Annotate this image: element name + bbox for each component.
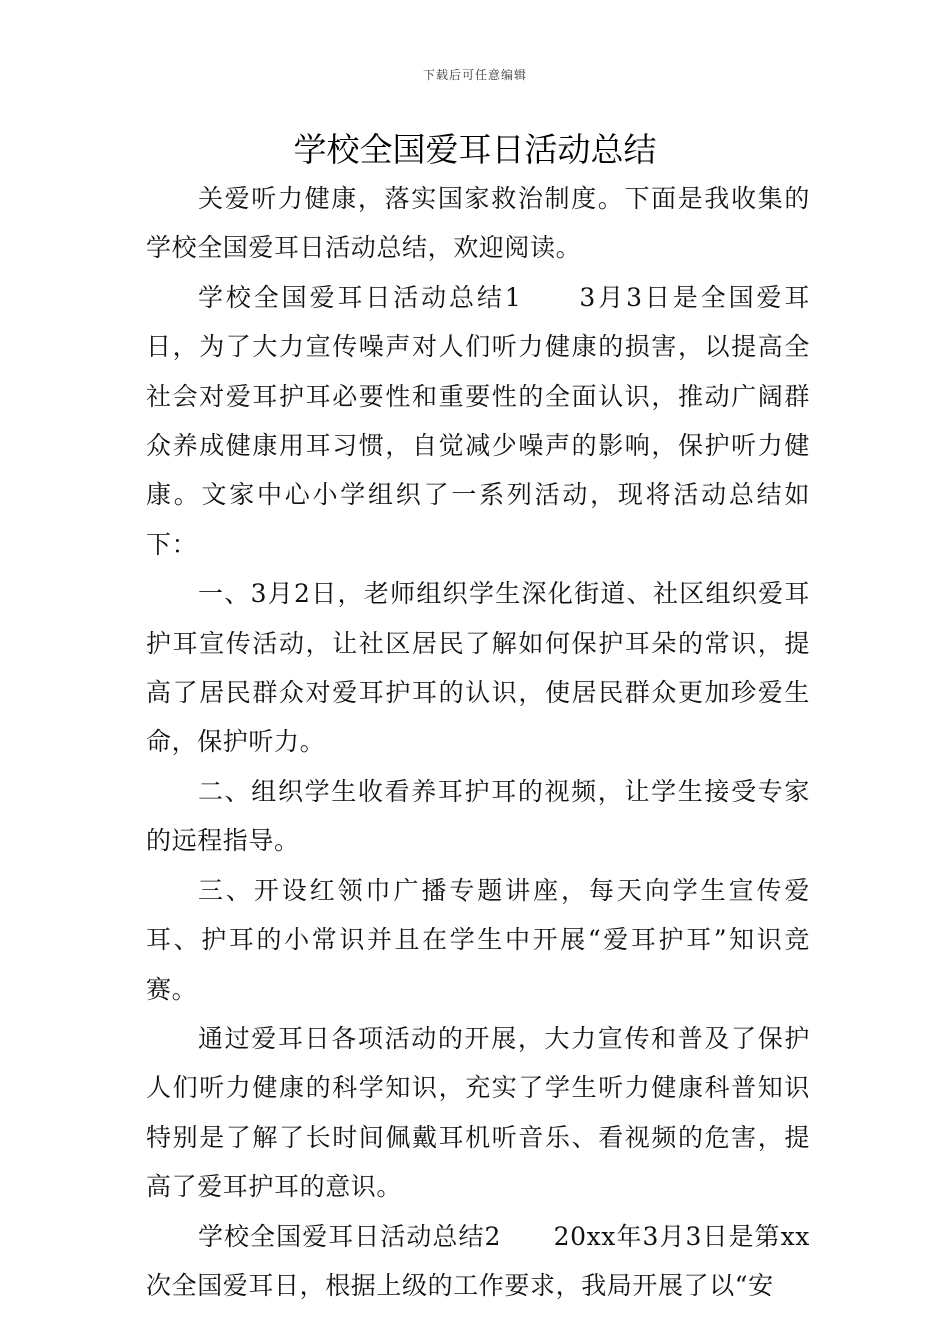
document-body — [146, 174, 810, 1310]
paragraph-item-1: 一、3月2日，老师组织学生深化街道、社区组织爱耳护耳宣传活动，让社区居民了解如何保护耳朵的常识，提高了居民群众对爱耳护耳的认识，使居民群众更加珍爱生命，保护听力。 — [146, 579, 810, 757]
header-note: 下载后可任意编辑 — [422, 68, 527, 82]
paragraph-conclusion: 通过爱耳日各项活动的开展，大力宣传和普及了保护人们听力健康的科学知识，充实了学生听力健康科普知识特别是了解了长时间佩戴耳机听音乐、看视频的危害，提高了爱耳护耳的意识。 — [146, 1023, 810, 1202]
paragraph-summary-1: 学校全国爱耳日活动总结1 3月3日是全国爱耳日，为了大力宣传噪声对人们听力健康的损害，以提高全社会对爱耳护耳必要性和重要性的全面认识，推动广阔群众养成健康用耳习惯，自觉减少噪声的影响，保护听力健康。文家中心小学组织了一系列活动，现将活动总结如下： — [146, 282, 810, 559]
paragraph-intro: 关爱听力健康，落实国家救治制度。下面是我收集的学校全国爱耳日活动总结，欢迎阅读。 — [146, 184, 810, 263]
paragraph-item-2: 二、组织学生收看养耳护耳的视频，让学生接受专家的远程指导。 — [146, 776, 810, 856]
paragraph-item-3: 三、开设红领巾广播专题讲座，每天向学生宣传爱耳、护耳的小常识并且在学生中开展“爱耳护耳”知识竞赛。 — [146, 875, 810, 1004]
document-title: 学校全国爱耳日活动总结 — [293, 130, 657, 169]
paragraph-summary-2: 学校全国爱耳日活动总结2 20xx年3月3日是第xx次全国爱耳日，根据上级的工作要求，我局开展了以“安 — [146, 1221, 810, 1300]
